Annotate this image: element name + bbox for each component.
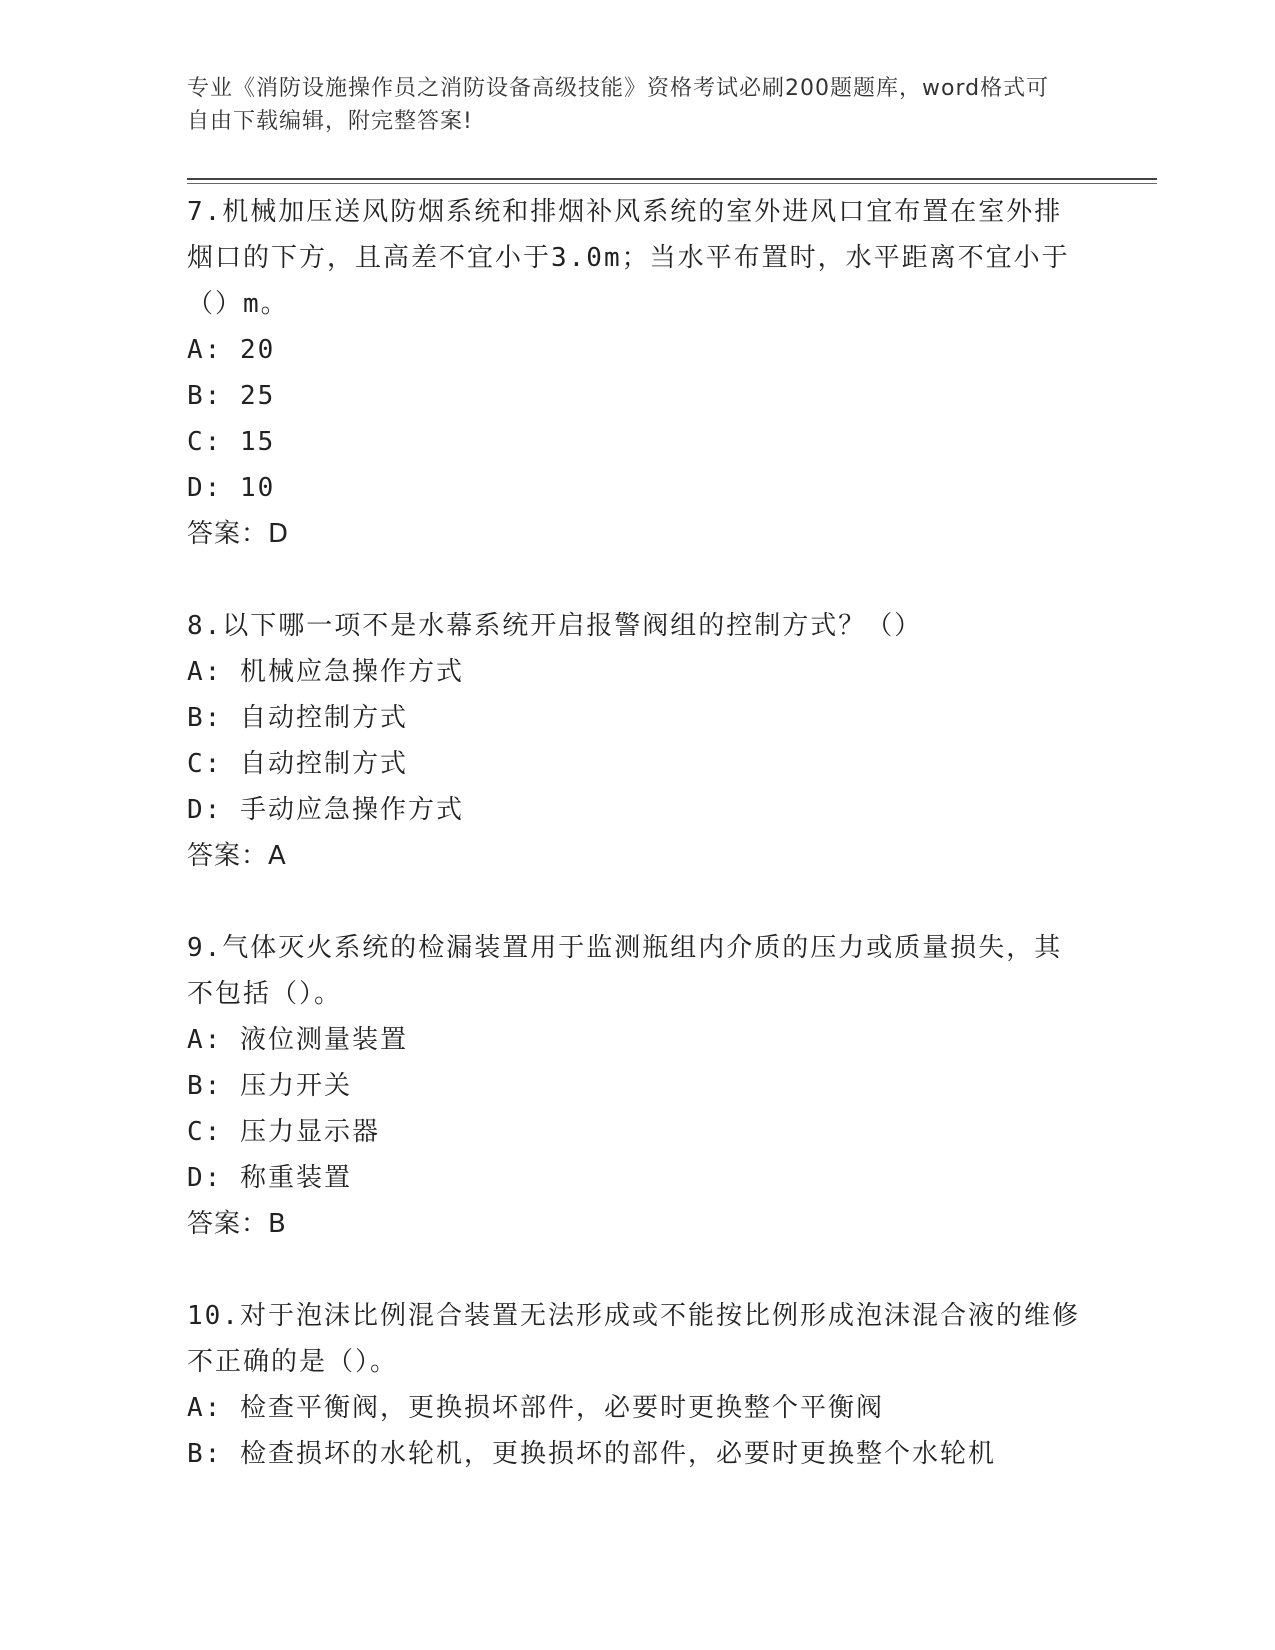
option-c: C: 自动控制方式 [187,749,408,779]
option-b: B: 25 [187,381,276,411]
header-divider-thick [187,178,1157,180]
option-a: A: 检查平衡阀，更换损坏部件，必要时更换整个平衡阀 [187,1393,884,1423]
option-d: D: 手动应急操作方式 [187,795,464,825]
question-7 [187,189,1087,557]
option-c: C: 压力显示器 [187,1117,380,1147]
question-list [187,189,1087,1477]
option-a: A: 机械应急操作方式 [187,657,464,687]
question-stem: 10.对于泡沫比例混合装置无法形成或不能按比例形成泡沫混合液的维修不正确的是（）。 [187,1301,1080,1377]
question-9 [187,925,1087,1247]
document-header: 专业《消防设施操作员之消防设备高级技能》资格考试必刷200题题库，word格式可自由下载编辑，附完整答案! [187,76,1050,134]
option-b: B: 压力开关 [187,1071,352,1101]
question-stem: 7.机械加压送风防烟系统和排烟补风系统的室外进风口宜布置在室外排烟口的下方，且高差不宜小于3.0m；当水平布置时，水平距离不宜小于（）m。 [187,197,1070,319]
question-stem: 9.气体灭火系统的检漏装置用于监测瓶组内介质的压力或质量损失，其不包括（）。 [187,933,1063,1009]
option-b: B: 自动控制方式 [187,703,408,733]
option-a: A: 液位测量装置 [187,1025,408,1055]
option-b: B: 检查损坏的水轮机，更换损坏的部件，必要时更换整个水轮机 [187,1439,996,1469]
question-8 [187,603,1087,879]
header-divider-thin [187,183,1157,184]
option-d: D: 10 [187,473,276,503]
answer: 答案：B [187,1209,287,1239]
answer: 答案：A [187,841,287,871]
question-10 [187,1293,1087,1477]
question-stem: 8.以下哪一项不是水幕系统开启报警阀组的控制方式？（） [187,611,923,641]
answer: 答案：D [187,519,290,549]
option-d: D: 称重装置 [187,1163,352,1193]
option-c: C: 15 [187,427,276,457]
option-a: A: 20 [187,335,276,365]
